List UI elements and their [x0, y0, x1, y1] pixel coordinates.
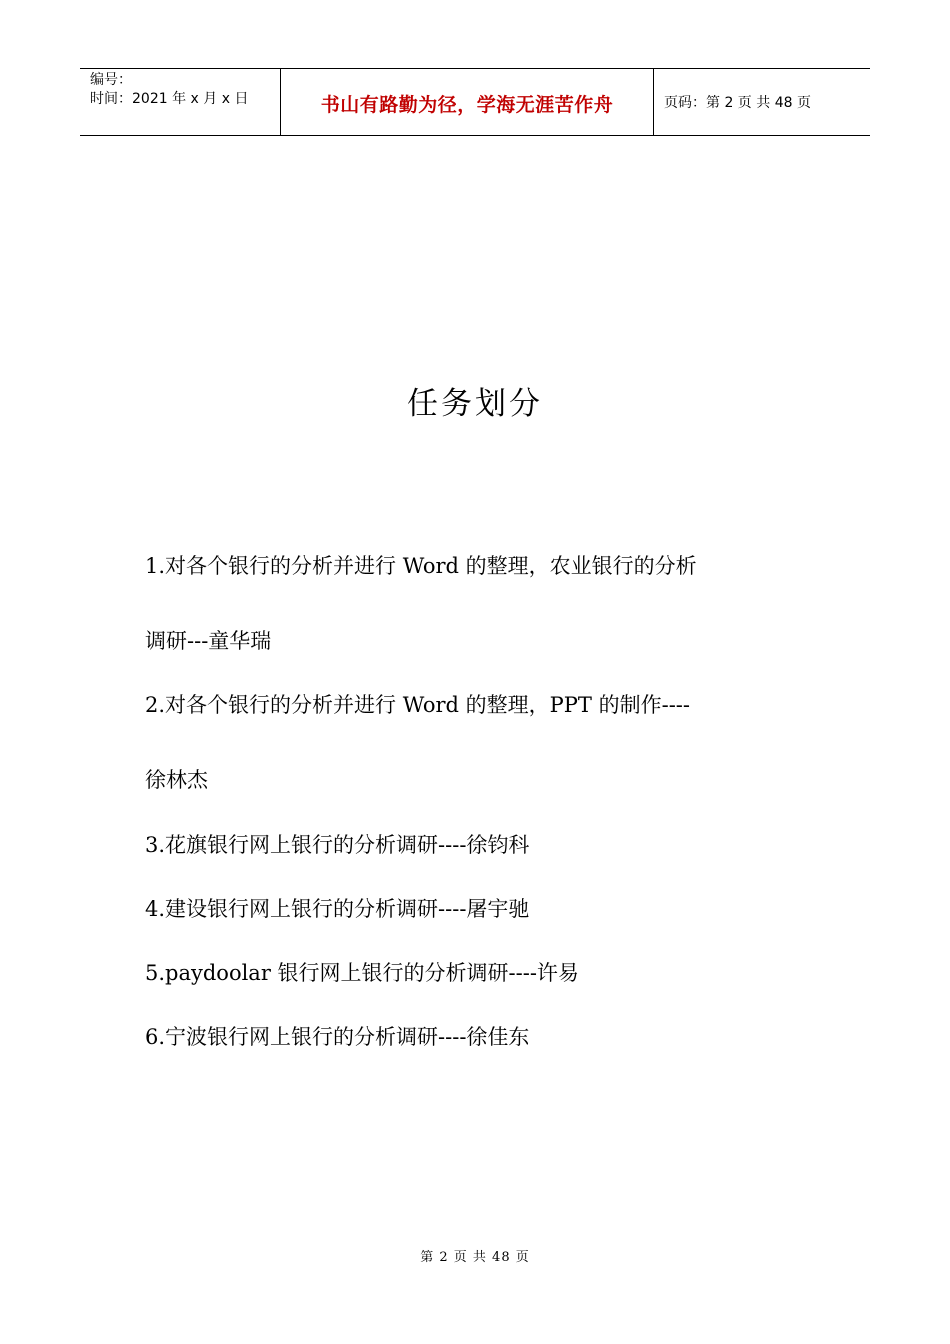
page-footer: 第 2 页 共 48 页 [420, 1250, 530, 1265]
task-line-2-cont: 徐林杰 [145, 768, 208, 792]
document-date-label: 时间：2021 年 x 月 x 日 [90, 91, 249, 107]
header-meta-cell [80, 69, 281, 135]
page-title: 任务划分 [407, 386, 543, 422]
header-motto-cell [281, 69, 654, 135]
task-line-1: 1.对各个银行的分析并进行 Word 的整理，农业银行的分析 [145, 554, 697, 578]
page-header [80, 68, 870, 136]
task-line-3: 3.花旗银行网上银行的分析调研----徐钧科 [145, 833, 530, 857]
task-line-6: 6.宁波银行网上银行的分析调研----徐佳东 [145, 1025, 530, 1049]
document-number-label: 编号： [90, 72, 132, 88]
task-line-5: 5.paydoolar 银行网上银行的分析调研----许易 [145, 961, 579, 985]
header-page-info: 页码：第 2 页 共 48 页 [664, 95, 811, 111]
task-line-4: 4.建设银行网上银行的分析调研----屠宇驰 [145, 897, 530, 921]
header-page-cell [654, 69, 870, 135]
task-line-2: 2.对各个银行的分析并进行 Word 的整理，PPT 的制作---- [145, 693, 690, 717]
header-motto: 书山有路勤为径，学海无涯苦作舟 [320, 93, 614, 116]
task-line-1-cont: 调研---童华瑞 [145, 629, 272, 653]
